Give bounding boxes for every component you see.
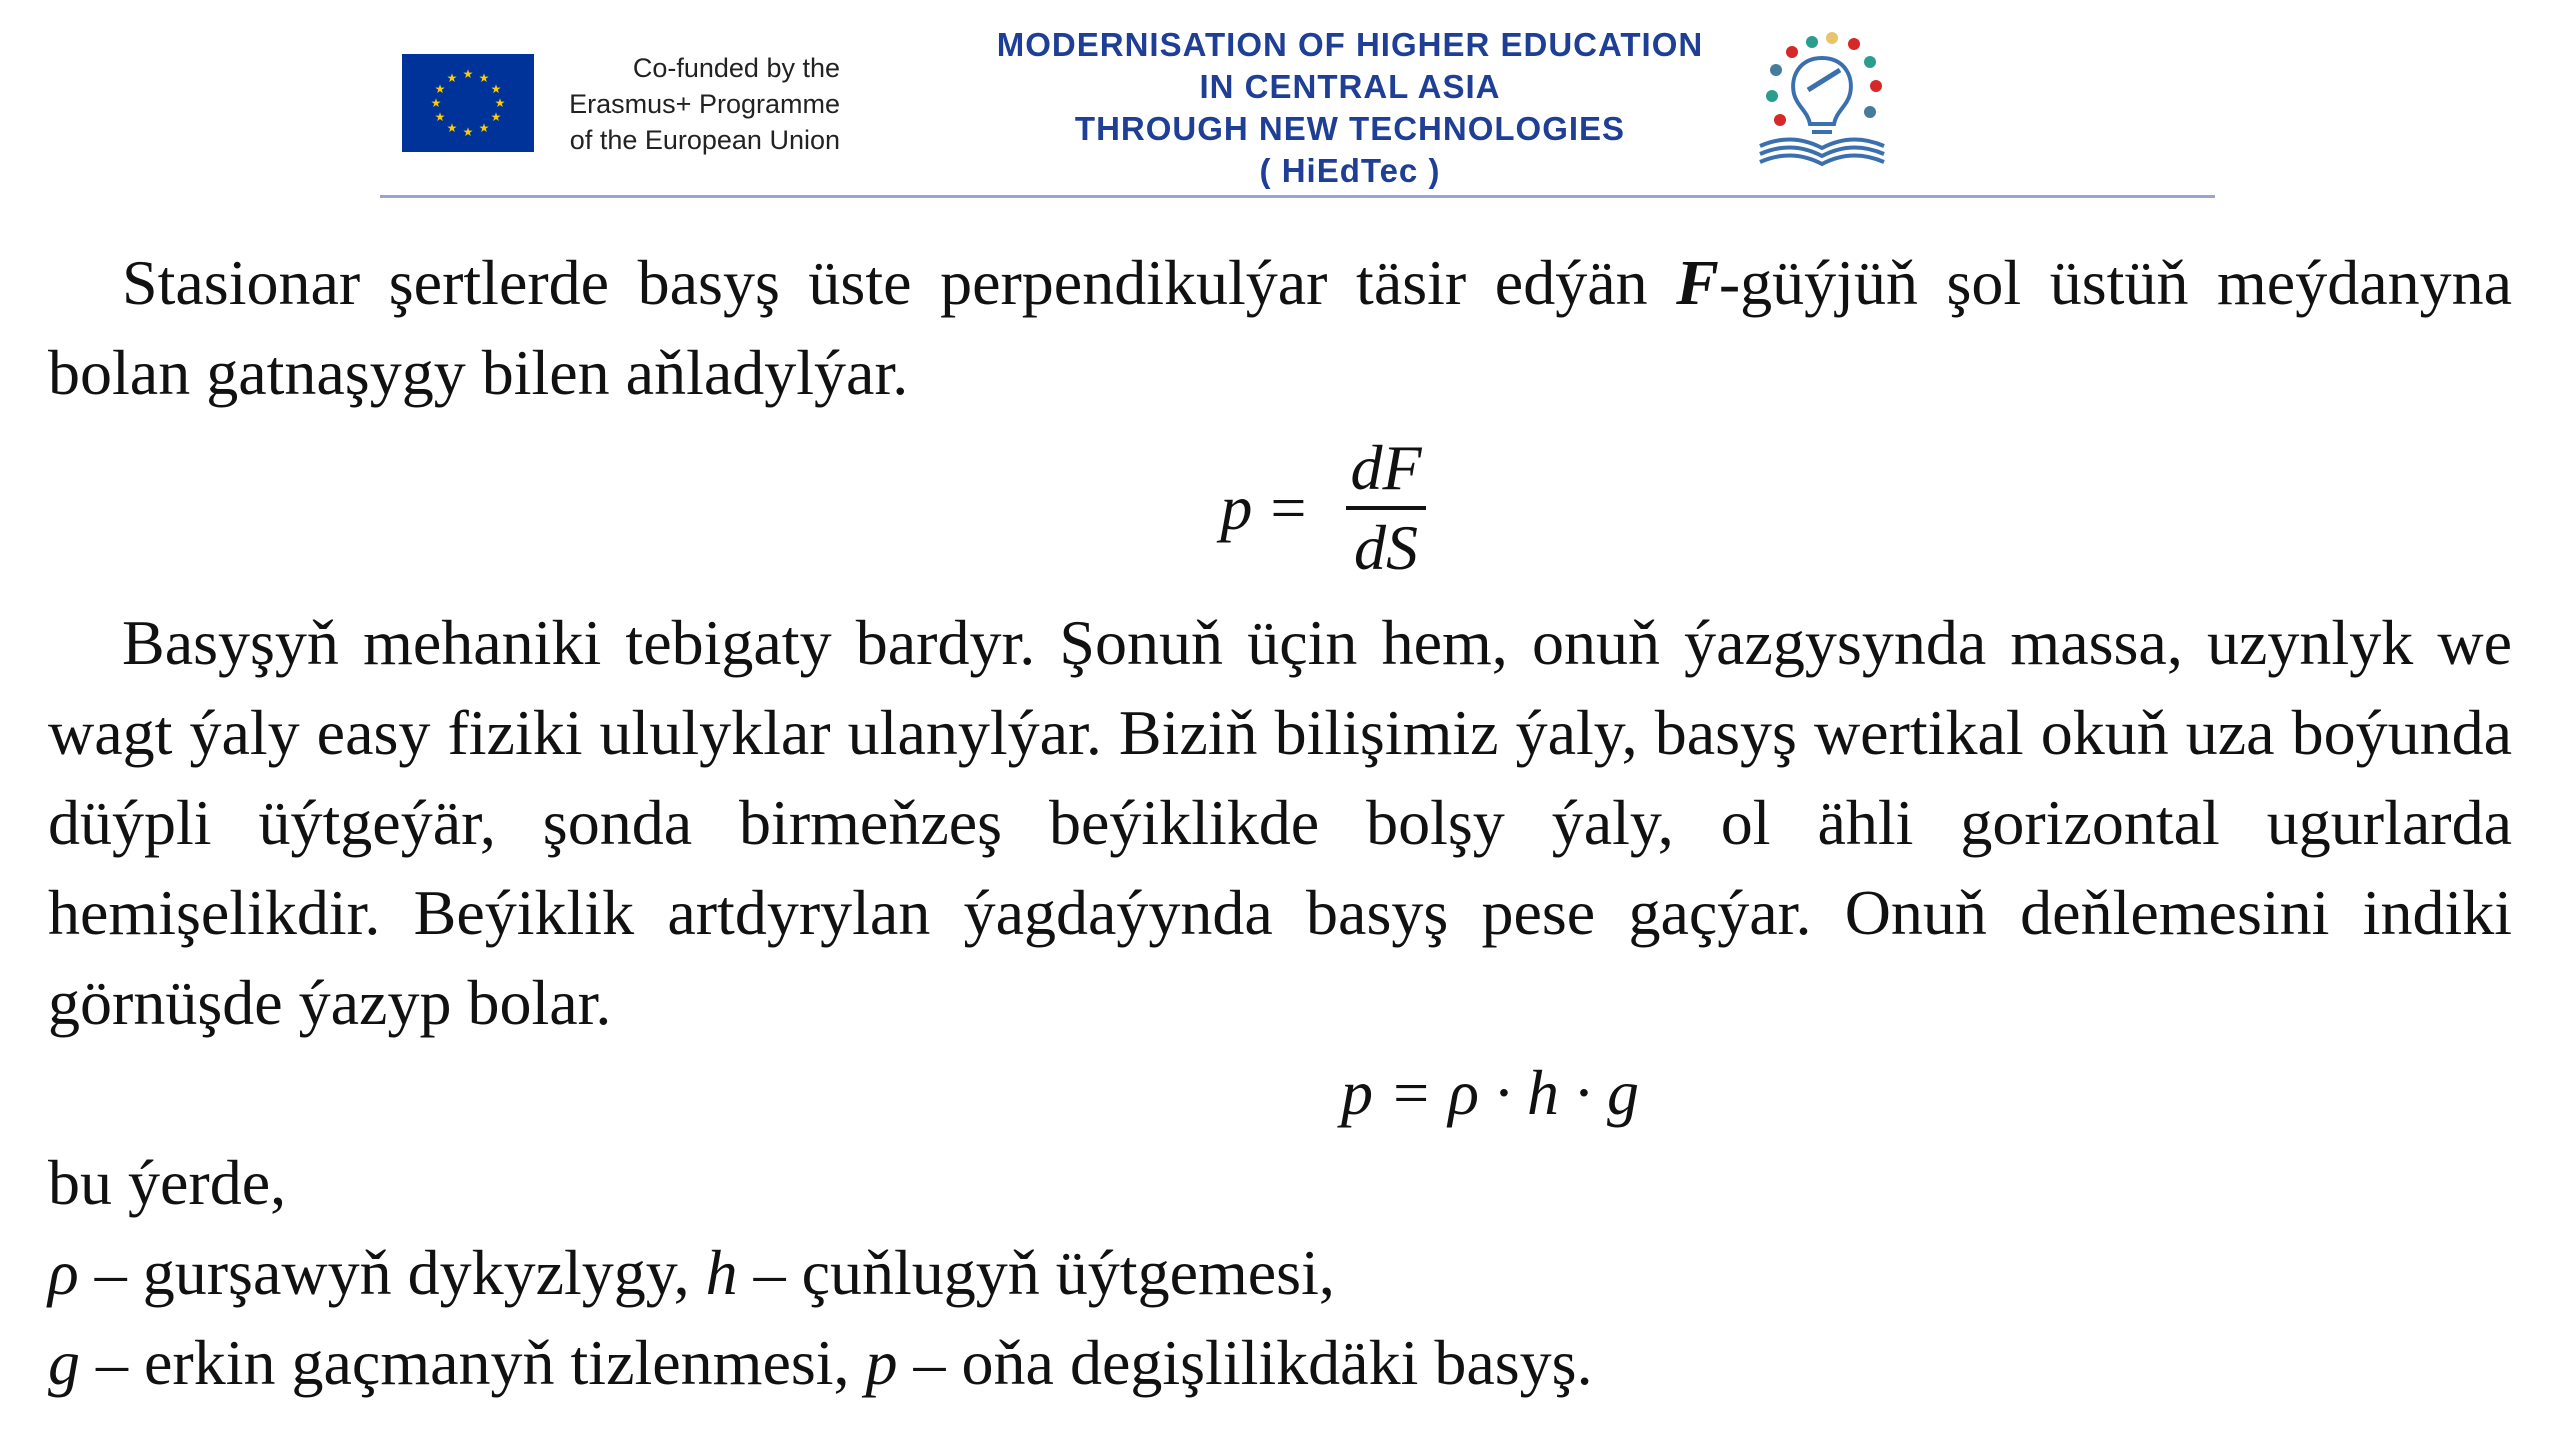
eu-text-line: Erasmus+ Programme <box>569 89 840 119</box>
project-title <box>880 24 1820 192</box>
slide-header <box>0 0 2560 200</box>
force-symbol: F <box>1676 247 1719 318</box>
paragraph-text: -güýjüň şol üstüň meýdanyna bolan gatnaşygy bilen aňladylýar. <box>48 247 2512 408</box>
definition-text: – çuňlugyň üýtgemesi, <box>737 1237 1335 1308</box>
eu-cofunded-text <box>540 50 840 158</box>
definition-text: – oňa degişlilikdäki basyş. <box>897 1327 1593 1398</box>
svg-text:★: ★ <box>490 110 502 124</box>
formula-pressure-derivative <box>138 418 2512 598</box>
paragraph-pressure-nature: Basyşyň mehaniki tebigaty bardyr. Şonuň üçin hem, onuň ýazgysynda massa, uzynlyk we wagt ýaly easy fiziki ululyklar ulanylýar. Biziň bilişimiz ýaly, basyş wertikal okuň uza boýunda düýpli üýtgeýär, şonda birmeňzeş beýiklikde bolşy ýaly, ol ähli gorizontal ugurlarda hemişelikdir. Beýiklik artdyrylan ýagdaýynda basyş pese gaçýar. Onuň deňlemesini indiki görnüşde ýazyp bolar. <box>48 607 2512 1038</box>
formula-hydrostatic-pressure: p = ρ · h · g <box>1341 1057 1639 1128</box>
svg-text:★: ★ <box>478 121 490 135</box>
svg-text:★: ★ <box>434 82 446 96</box>
svg-text:★: ★ <box>478 71 490 85</box>
fraction-denominator: dS <box>1346 506 1426 586</box>
project-title-line: THROUGH NEW TECHNOLOGIES <box>1074 110 1626 147</box>
svg-text:★: ★ <box>462 67 474 81</box>
symbol-rho: ρ <box>48 1237 79 1308</box>
paragraph-text: Stasionar şertlerde basyş üste perpendikulýar täsir edýän <box>122 247 1677 318</box>
eu-text-line: Co-funded by the <box>632 53 840 83</box>
project-title-line: MODERNISATION OF HIGHER EDUCATION <box>996 26 1704 63</box>
svg-text:★: ★ <box>490 82 502 96</box>
paragraph-pressure-definition <box>48 238 2512 418</box>
definitions-line-2 <box>48 1318 2512 1408</box>
project-title-line: IN CENTRAL ASIA <box>1199 68 1501 105</box>
symbol-p: p <box>865 1327 898 1398</box>
svg-text:★: ★ <box>494 96 506 110</box>
svg-text:★: ★ <box>430 96 442 110</box>
svg-text:★: ★ <box>446 121 458 135</box>
project-title-line: ( HiEdTec ) <box>1259 152 1441 189</box>
eu-flag-icon <box>402 54 534 152</box>
where-label: bu ýerde, <box>48 1147 287 1218</box>
formula-lhs: p <box>1220 472 1253 543</box>
hiedtec-logo-icon <box>1732 20 1912 180</box>
svg-text:★: ★ <box>446 71 458 85</box>
symbol-h: h <box>705 1237 738 1308</box>
eu-text-line: of the European Union <box>569 125 840 155</box>
fraction <box>1343 430 1430 586</box>
symbol-g: g <box>48 1327 80 1398</box>
definition-text: – erkin gaçmanyň tizlenmesi, <box>80 1327 866 1398</box>
formula-equals: = <box>1270 472 1307 543</box>
definition-text: – gurşawyň dykyzlygy, <box>78 1237 706 1308</box>
svg-text:★: ★ <box>434 110 446 124</box>
svg-text:★: ★ <box>462 125 474 139</box>
slide-body <box>48 238 2512 1408</box>
header-divider <box>380 195 2215 198</box>
fraction-numerator: dF <box>1350 432 1422 503</box>
definitions-line-1 <box>48 1228 2512 1318</box>
